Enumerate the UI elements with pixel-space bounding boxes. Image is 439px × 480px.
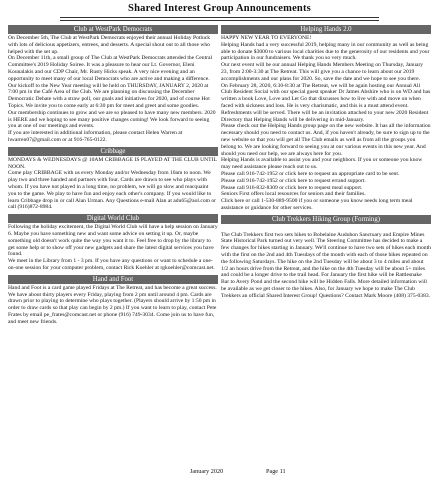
paragraph: Come play CRIBBAGE with us every Monday and/or Wednesday from 10am to noon. We play two and three handed and partners with four. Cards are drawn to see who plays with whom. If you have not played in a long time, no problem, we will go slow and reacquaint you to the game. We play to have fun and enjoy each other's company. If you would like to learn Cribbage drop in or call Alan Urman. Any Questions e-mail Alan at adu65@aol.com or call (916)872-8984.	[8, 170, 217, 211]
paragraph: Please call 916-742-1952 or click here to request an appropriate card to be sent.	[221, 170, 400, 177]
paragraph: Our next event will be our annual Helping Hands Members Meeting on Thursday, January 23, from 2:00-3:30 at The Retreat. This will give you a chance to learn about our 2019 accomplishments and our plans for 2020. So, save the date and we hope to see you there.	[221, 62, 424, 82]
paragraph: The Club Trekkers first two sets hikes to Bobelaine Audubon Sanctuary and Empire Mines State Historical Park turned out very well. The Steering Committee has decided to make a few changes for hikes starting in January. We'll continue to have two sets of hikes each month with the first on the 2nd and 4th Tuesdays of the month with each of those hikes repeated on the following Saturdays. The hike on the 2nd Tuesday will be about 3 to 4 miles and about 1/2 an hours drive from the Retreat, and the hike on the 4th Tuesday will be about 5+ miles and could be a longer drive to the trail head. For January the first hike will be Rattlesnake Bar to Avery Pond and the second hike will be Hidden Falls. More detailed information will be available as we get closer to the hikes. Also, for January we hope to make The Club Trekkers an official Shared Interest Group! Questions? Contact Mark Moore (408) 375-0383.	[221, 231, 431, 299]
paragraph: HAPPY NEW YEAR TO EVERYONE!	[221, 35, 312, 41]
section-heading: Digital World Club	[8, 214, 218, 223]
title-rule-top	[60, 17, 379, 18]
paragraph: Seniors First offers local resources for seniors and their families.	[221, 191, 366, 198]
spacer	[221, 225, 431, 232]
helping-hands-section	[221, 25, 431, 212]
paragraph: On February 28, 2020, 6:30-8:30 at The Retreat, we will be again hosting our Annual All Club Resident Social with our special guest speaker Dr James Abshire who is on WD and has written a book Love, Love and Let Go that discusses how to live with and move on when faced with sickness and loss. He is very charismatic, and this is a must attend event. Refreshments will be served. There will be an invitation attached to your new 2020 Resident Directory that Helping Hands will be delivering in mid-January.	[221, 82, 431, 123]
page-title: Shared Interest Group Announcements	[128, 3, 311, 14]
paragraph: On December 11th, a small group of The Club at WestPark Democrats attended the Central Committee's 2019 Holiday Soiree. It was a pleasure to hear our Lt. Governor, Eleni Kounalakis and our CDP Chair, Mr. Rusty Hicks speak. A very nice evening and an opportunity to meet many of our local Democrats who are active and making a difference. Our kickoff to the New Year meeting will be held on THURSDAY, JANUARY 2, 2020 at 7:00 pm in the Café Area of the Club. We are planning on discussing the December Democratic Debate with a straw poll, our goals and initiatives for 2020, and of course Hot Topics. We invite you to come early at 6:30 pm for meet and greet and some goodies.	[8, 55, 213, 109]
paragraph: Hand and Foot is a card game played Fridays at The Retreat, and has become a great success. We have about thirty players every Friday, playing from 2 pm until around 4 pm. Cards are drawn prior to playing to determine who plays together. (Players should arrive by 1:50 pm in order to draw cards so that play can begin by 2 pm.) If you want to learn to play, contact Pete Frates by email pe_frates@comcast.net or phone (916) 749-3034. Come join us to have fun, and meet new friends.	[8, 284, 217, 325]
paragraph: Following the holiday excitement, the Digital World Club will have a help session on January 6. Maybe you have something new and want some advice on setting it up. Or, maybe something old doesn't work quite the way you want it to. Feel free to drop by the library to get some help or to show off your new gadgets and share the latest digital services you have found.	[8, 224, 218, 258]
section-heading: Club Trekkers Hiking Group (Forming)	[221, 215, 431, 224]
paragraph: We meet in the Library from 1 - 3 pm. If you have any questions or want to schedule a one-on-one session for your computer problem, contact Rick Koehler at rgkoehler@comcast.net.	[8, 258, 215, 271]
paragraph: Helping Hands had a very successful 2019, helping many in our community as well as being able to donate $3000 to various local charities due to the generosity of our residents and your participation in our fundraisers. We thank you so very much.	[221, 41, 430, 62]
right-column	[221, 25, 431, 299]
paragraph: Please check out the Helping Hands group page on the new website. It has all the information necessary should you need to contact us. And, if you haven't already, be sure to sign up to the new website so that you will get all The Club emails as well as from all the groups you belong to. We are looking forward to seeing you at our various events in this new year. And should you need our help, we are always here for you.	[221, 123, 431, 157]
paragraph: On December 5th, The Club at WestPark Democrats enjoyed their annual Holiday Potluck with lots of delicious appetizers, entrees, and desserts. A special shout out to all those who helped with the set up.	[8, 35, 211, 55]
club-trekkers-section	[221, 215, 431, 300]
left-column	[8, 25, 218, 325]
section-heading: Club at WestPark Democrats	[8, 25, 218, 34]
section-heading: Cribbage	[8, 147, 218, 156]
paragraph: Click here or call 1-530-889-9500 if you or someone you know needs long term meal assistance or guidance for other services.	[221, 198, 413, 211]
cribbage-section	[8, 147, 218, 211]
paragraph: Our membership continues to grow and we are so pleased to have many new members. 2020 is HERE and we hoping to see many positive changes coming! We look forward to seeing you at one of our meetings and events.	[8, 109, 216, 130]
page-number: Page 11	[266, 468, 286, 475]
title-rule-bottom	[60, 20, 379, 21]
digital-world-club-section	[8, 214, 218, 272]
paragraph: If you are interested in additional information, please contact Helen Warren at hwarren07@gmail.com or at 916-765-0122.	[8, 130, 183, 143]
footer-date: January 2020	[190, 468, 224, 475]
club-westpark-democrats-section	[8, 25, 218, 144]
paragraph: Please call 916-832-8309 or click here to request meal support.	[221, 184, 363, 191]
section-heading: Hand and Foot	[8, 275, 218, 284]
hand-and-foot-section	[8, 275, 218, 326]
paragraph: Please call 916-742-1952 or click here to request errand support.	[221, 177, 366, 184]
paragraph: Helping Hands is available to assist you and your neighbors. If you or someone you know may need assistance please reach out to us.	[221, 157, 423, 171]
section-heading: Helping Hands 2.0	[221, 25, 431, 34]
paragraph: MONDAYS & WEDNESDAYS @ 10AM CRIBBAGE IS PLAYED AT THE CLUB UNTIL NOON.	[8, 156, 217, 170]
